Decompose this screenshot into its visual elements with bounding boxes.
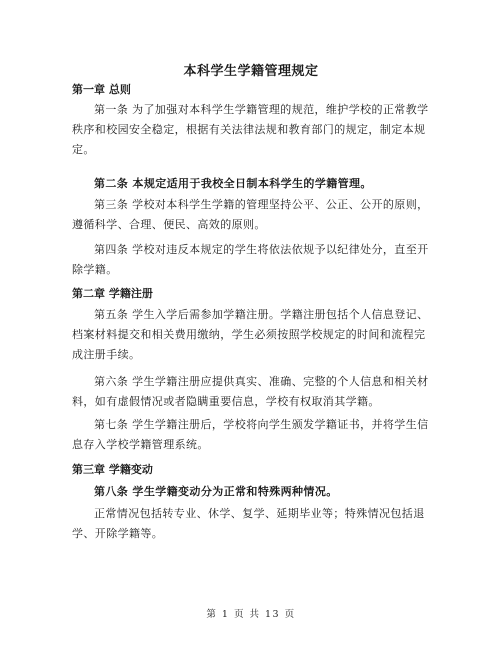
- article-3: 第三条 学校对本科学生学籍的管理坚持公平、公正、公开的原则，遵循科学、合理、便民、高效的原则。: [72, 198, 429, 231]
- article-8-detail: 正常情况包括转专业、休学、复学、延期毕业等；特殊情况包括退学、开除学籍等。: [72, 507, 425, 540]
- chapter-1-heading: 第一章 总则: [72, 83, 131, 96]
- article-2: 第二条 本规定适用于我校全日制本科学生的学籍管理。: [94, 177, 372, 190]
- article-8: 第八条 学生学籍变动分为正常和特殊两种情况。: [94, 485, 338, 498]
- article-4: 第四条 学校对违反本规定的学生将依法依规予以纪律处分，直至开除学籍。: [72, 243, 429, 276]
- document-title: 本科学生学籍管理规定: [183, 64, 319, 79]
- chapter-3-heading: 第三章 学籍变动: [72, 463, 153, 476]
- page-footer: 第 1 页 共 13 页: [206, 609, 296, 620]
- article-5: 第五条 学生入学后需参加学籍注册。学籍注册包括个人信息登记、档案材料提交和相关费用缴纳，学生必须按照学校规定的时间和流程完成注册手续。: [72, 308, 429, 361]
- article-6: 第六条 学生学籍注册应提供真实、准确、完整的个人信息和相关材料，如有虚假情况或者隐瞒重要信息，学校有权取消其学籍。: [72, 375, 429, 408]
- article-7: 第七条 学生学籍注册后，学校将向学生颁发学籍证书，并将学生信息存入学校学籍管理系统。: [72, 418, 429, 451]
- chapter-2-heading: 第二章 学籍注册: [72, 287, 153, 300]
- article-1: 第一条 为了加强对本科学生学籍管理的规范，维护学校的正常教学秩序和校园安全稳定，根据有关法律法规和教育部门的规定，制定本规定。: [72, 103, 429, 156]
